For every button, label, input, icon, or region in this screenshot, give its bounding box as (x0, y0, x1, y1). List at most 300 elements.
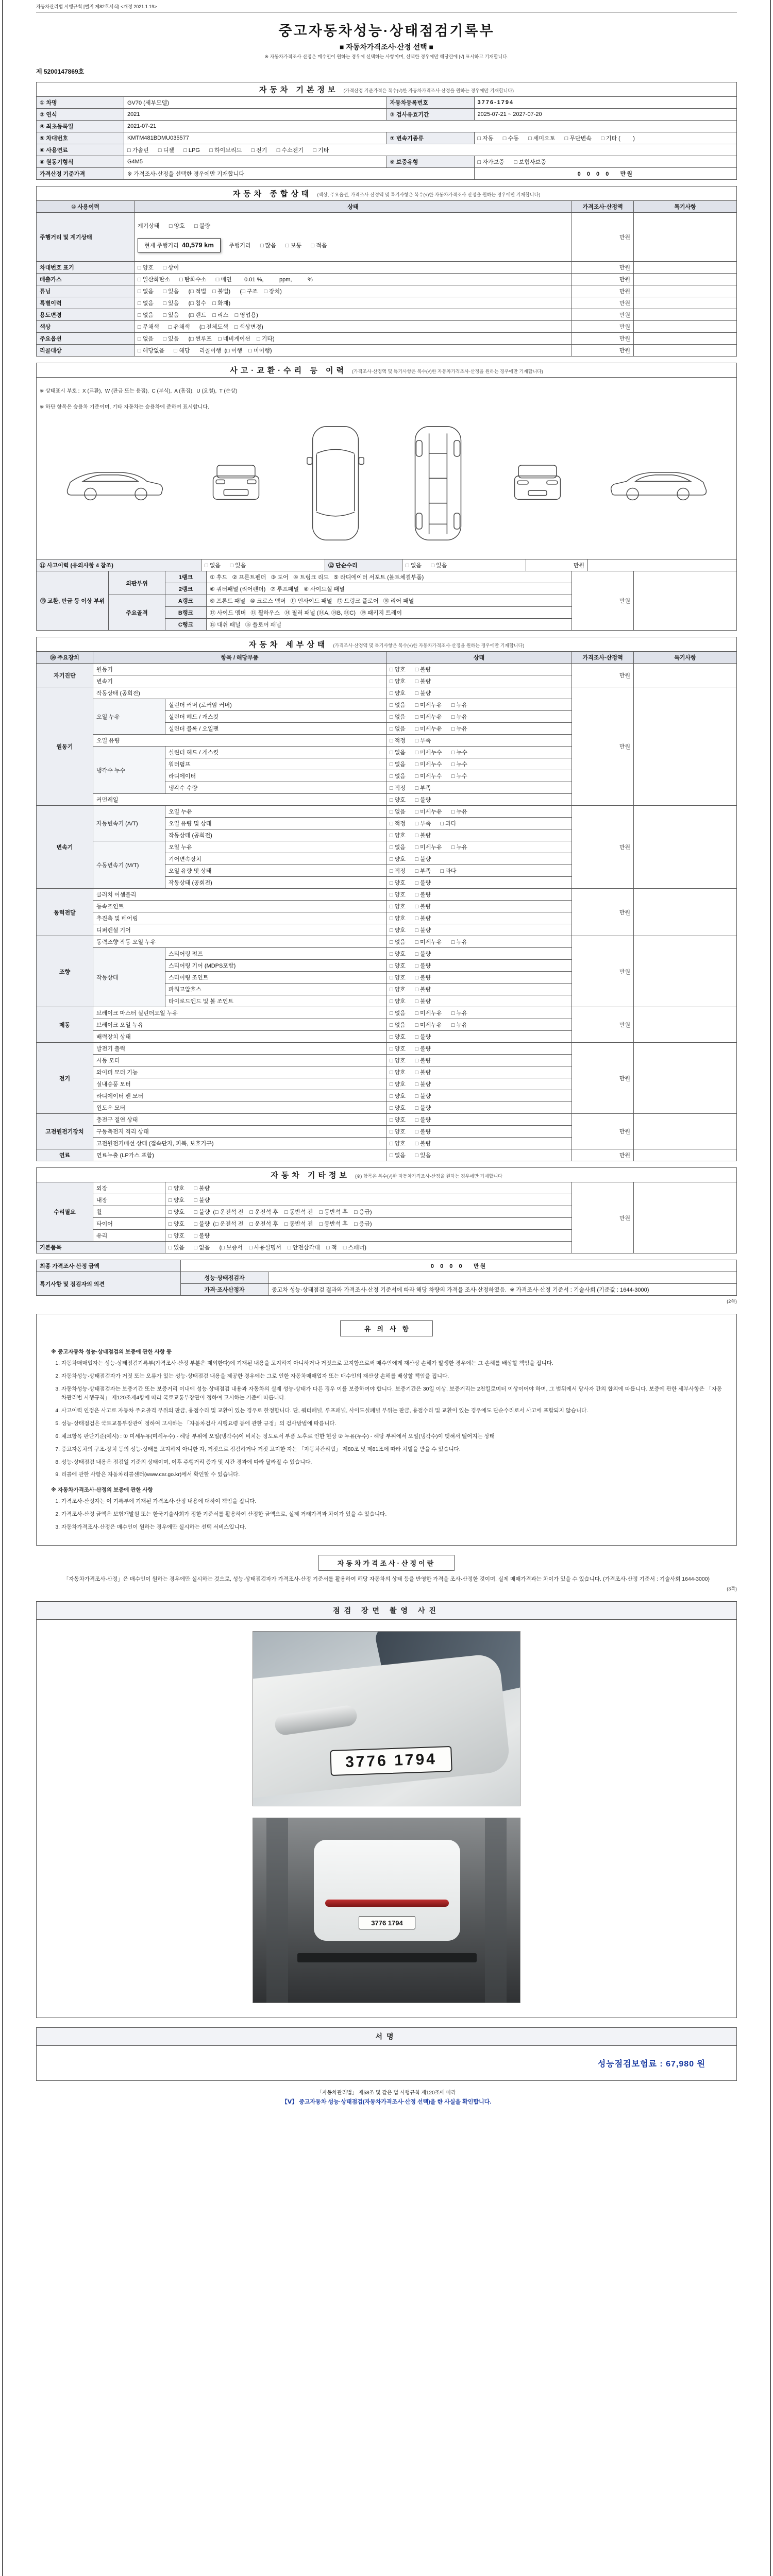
table-row (37, 1272, 737, 1284)
item-label: 라디에이터 (165, 770, 386, 782)
section-subtitle: (색상, 주요옵션, 가격조사·산정액 및 특기사항은 복수(√)한 자동차가격조사·산정을 원하는 경우에만 기재합니다) (317, 192, 541, 197)
notice-heading: ※ 자동차가격조사·산정의 보증에 관한 사항 (51, 1487, 153, 1494)
item-label: 기어변속장치 (165, 853, 386, 865)
item-label: 클러치 어셈블리 (93, 889, 386, 901)
section-subtitle: (※) 항목은 복수(√)한 자동차가격조사·산정을 원하는 경우에만 기재합니다 (355, 1174, 502, 1179)
fuel-checkbox-group[interactable]: □ 가솔린 □ 디젤 □ LPG □ 하이브리드 □ 전기 □ 수소전기 □ 기타 (124, 144, 737, 156)
state-options[interactable]: □ 일산화탄소 □ 탄화수소 □ 매연 0.01 %, ppm, % (135, 274, 572, 285)
price-cell: 만원 (572, 1043, 633, 1114)
table-row (37, 560, 737, 571)
state-options[interactable]: □ 양호 □ 불량 (165, 1194, 572, 1206)
note-cell (633, 1043, 736, 1114)
header-note: ※ 자동차가격조사·산정은 매수인이 원하는 경우에 선택하는 사항이며, 선택한 경우에만 해당란에 [√] 표시하고 기재합니다. (264, 54, 509, 59)
state-options[interactable]: □ 양호 □ 불량 (386, 1078, 572, 1090)
price-cell: 만원 (572, 571, 634, 631)
price-cell: 만원 (572, 687, 633, 806)
price-appraisal-info-box (36, 1555, 737, 1584)
inspector-opinion-text (268, 1272, 737, 1284)
item-label: 브레이크 오일 누유 (93, 1019, 386, 1031)
final-price-value: 0 0 0 0 만원 (181, 1260, 737, 1272)
col-item: 항목 / 해당부품 (93, 652, 386, 664)
price-cell: 만원 (572, 1149, 633, 1161)
rank-parts: ⑨ 프론트 패널 ⑩ 크로스 멤버 ⑪ 인사이드 패널 ⑰ 트렁크 플로어 ⑱ 리어 패널 (207, 595, 572, 607)
basic-items-options[interactable]: □ 있음 □ 없음 (□ 보증서 □ 사용설명서 □ 안전삼각대 □ 잭 □ 스패너) (165, 1242, 572, 1253)
state-options[interactable]: □ 양호 □ 불량 (386, 972, 572, 984)
final-price-label: 최종 가격조사·산정 금액 (37, 1260, 181, 1272)
notice-heading: ※ 중고자동차 성능·상태점검의 보증에 관한 사항 등 (51, 1349, 172, 1355)
item-label: 발전기 출력 (93, 1043, 386, 1055)
table-row (37, 262, 737, 274)
table-row (37, 156, 737, 168)
state-options[interactable]: □ 양호 □ 불량 (169, 1209, 210, 1215)
item-label: 배력장치 상태 (93, 1031, 386, 1043)
item-label: 동력조향 작동 오일 누유 (93, 936, 386, 948)
item-label: 타이로드엔드 및 볼 조인트 (165, 995, 386, 1007)
rank-parts: ⑥ 쿼터패널 (리어펜더) ⑦ 루프패널 ⑧ 사이드실 패널 (207, 583, 572, 595)
notice-title: 유의사항 (340, 1320, 433, 1336)
table-row (37, 936, 737, 948)
state-options[interactable]: □ 양호 □ 불량 (386, 1090, 572, 1102)
col-price: 가격조사·산정액 (572, 652, 633, 664)
field-label: 자동차등록번호 (386, 97, 474, 109)
notice-item: 2. 자동차성능·상태점검자가 거짓 또는 오류가 있는 성능·상태점검 내용을 제공한 경우에는 그로 인한 자동차매매업자 또는 매수인의 재산상 손해를 배상할 책임을 집니다. (61, 1372, 722, 1381)
item-label: 스티어링 펌프 (165, 948, 386, 960)
lift-platform (297, 1953, 477, 1962)
odometer-value: 40,579 km (181, 241, 214, 249)
table-row (37, 309, 737, 321)
item-label: 디퍼렌셜 기어 (93, 924, 386, 936)
device-label: 연료 (37, 1149, 93, 1161)
rank-label: C랭크 (165, 619, 207, 631)
table-row (37, 144, 737, 156)
item-label: 오일 유량 및 상태 (165, 818, 386, 829)
state-options[interactable]: □ 없음 □ 미세누유 □ 누유 (386, 1019, 572, 1031)
item-label: 시동 모터 (93, 1055, 386, 1066)
state-options[interactable]: □ 양호 □ 불량 (386, 889, 572, 901)
rank-parts: ① 후드 ② 프론트펜더 ③ 도어 ④ 트렁크 리드 ⑤ 라디에이터 서포트 (볼트체결부품) (207, 571, 572, 583)
inspection-photo-rear (253, 1818, 520, 2003)
price-cell: 만원 (572, 297, 633, 309)
table-row (37, 664, 737, 675)
item-label: 냉각수 수량 (165, 782, 386, 794)
state-options[interactable]: □ 적정 □ 부족 □ 과다 (386, 865, 572, 877)
price-appraisal-info-title: 자동차가격조사·산정이란 (318, 1555, 455, 1571)
state-options[interactable]: □ 적정 □ 부족 □ 과다 (386, 818, 572, 829)
state-options[interactable]: □ 양호 □ 불량 (386, 877, 572, 889)
field-label: ⑤ 차대번호 (37, 132, 124, 144)
section-header-row (37, 1168, 737, 1182)
item-label: 브레이크 마스터 실린더오일 누유 (93, 1007, 386, 1019)
footer-confirmation-line: 【Ⅴ】 중고자동차 성능·상태점검(자동차가격조사·산정 선택)을 한 사실을 확인합니다. (281, 2099, 492, 2106)
item-label: 커먼레일 (93, 794, 386, 806)
repair-state-options[interactable]: □ 없음 □ 있음 (402, 560, 526, 571)
state-options[interactable]: □ 양호 □ 불량 (386, 664, 572, 675)
item-label: 워터펌프 (165, 758, 386, 770)
note-cell (633, 664, 736, 687)
state-options[interactable]: □ 없음 □ 있음 (386, 1149, 572, 1161)
accident-history-label: ⑪ 사고이력 (유의사항 4 참조) (37, 560, 201, 571)
state-options[interactable]: □ 없음 □ 미세누유 □ 누유 (386, 1007, 572, 1019)
state-options[interactable]: □ 양호 □ 불량 (386, 995, 572, 1007)
col-state: 상태 (135, 201, 572, 213)
item-label: 작동상태 (공회전) (165, 829, 386, 841)
section-title: 자동차 기본정보 (259, 86, 339, 94)
section-title: 사고·교환·수리 등 이력 (230, 366, 347, 375)
field-label: ⑧ 원동기형식 (37, 156, 124, 168)
item-label: 추진축 및 베어링 (93, 912, 386, 924)
table-row (37, 109, 737, 121)
section-header-row (37, 187, 737, 201)
section-title: 자동차 세부상태 (248, 640, 328, 649)
state-options[interactable]: □ 적정 □ 부족 (386, 782, 572, 794)
notice-item: 5. 성능·상태점검은 국토교통부장관이 정하여 고시하는 「자동차검사 시행요령 등에 관한 규정」의 검사방법에 따릅니다. (61, 1419, 722, 1429)
field-label: ① 차명 (37, 97, 124, 109)
note-cell (633, 262, 736, 274)
car-diagrams (40, 417, 733, 551)
item-label: 와이퍼 모터 기능 (93, 1066, 386, 1078)
field-label: ⑥ 사용연료 (37, 144, 124, 156)
page-border-right (770, 0, 771, 2576)
state-options[interactable]: □ 없음 □ 미세누유 □ 누유 (386, 806, 572, 818)
state-options[interactable]: □ 없음 □ 있음 (□ 침수 □ 화재) (135, 297, 572, 309)
part-label: 자동변속기 (A/T) (93, 806, 165, 841)
note-cell (633, 333, 736, 345)
item-label: 연료누출 (LP가스 포함) (93, 1149, 386, 1161)
rank-label: A랭크 (165, 595, 207, 607)
price-cell: 만원 (572, 285, 633, 297)
section-subtitle: (가격조사·산정액 및 특기사항은 복수(√)한 자동차가격조사·산정을 원하는 경우에만 기재합니다) (333, 643, 525, 648)
final-price-table (36, 1260, 737, 1296)
item-label: 주행거리 및 계기상태 (37, 213, 135, 262)
item-label: 차대번호 표기 (37, 262, 135, 274)
item-label: 오일 유량 및 상태 (165, 865, 386, 877)
accident-state-options[interactable]: □ 없음 □ 있음 (201, 560, 325, 571)
table-row (37, 97, 737, 109)
item-label: 파워고압호스 (165, 984, 386, 995)
state-options[interactable]: □ 없음 □ 미세누유 □ 누유 (386, 936, 572, 948)
device-label: 자기진단 (37, 664, 93, 687)
note-cell (588, 560, 737, 571)
warranty-checkbox-group[interactable]: □ 자가보증 □ 보험사보증 (474, 156, 737, 168)
item-label: 충전구 절연 상태 (93, 1114, 386, 1126)
price-cell: 만원 (572, 309, 633, 321)
engine-type-value: G4M5 (124, 156, 387, 168)
simple-repair-label: ⑫ 단순수리 (325, 560, 402, 571)
state-options[interactable]: □ 없음 □ 있음 (□ 적법 □ 불법) (□ 구조 □ 장치) (135, 285, 572, 297)
state-options[interactable]: □ 없음 □ 미세누유 □ 누유 (386, 699, 572, 711)
signature-section (36, 2027, 737, 2081)
state-options[interactable]: □ 없음 □ 있음 (□ 렌트 □ 리스 □ 영업용) (135, 309, 572, 321)
state-options[interactable]: □ 양호 □ 불량 (165, 1230, 572, 1242)
field-label: ② 연식 (37, 109, 124, 121)
state-options[interactable]: □ 양호 □ 불량 (386, 1102, 572, 1114)
item-label: 타이어 (93, 1218, 165, 1230)
taillight-shape (325, 1900, 449, 1907)
section-title: 자동차 기타정보 (271, 1171, 350, 1180)
registration-number: 3776-1794 (474, 97, 737, 109)
item-label: 휠 (93, 1206, 165, 1218)
item-label: 구동축전지 격리 상태 (93, 1126, 386, 1138)
notice-list (51, 1497, 722, 1532)
page-title: 중고자동차성능·상태점검기록부 (278, 23, 495, 39)
odometer-label: 현재 주행거리 (144, 243, 179, 249)
table-row (37, 687, 737, 699)
note-cell (633, 213, 736, 262)
note-cell (633, 936, 736, 1007)
table-row (37, 1182, 737, 1194)
mileage-state-options[interactable]: 주행거리 □ 많음 □ 보통 □ 적음 (228, 243, 327, 249)
col-state: 상태 (386, 652, 572, 664)
item-label: 특별이력 (37, 297, 135, 309)
device-label: 변속기 (37, 806, 93, 889)
document-number: 제 5200147869호 (36, 68, 85, 75)
item-label: 실린더 블록 / 오일팬 (165, 723, 386, 735)
notice-item: 1. 가격조사·산정자는 이 기록부에 기재된 가격조사·산정 내용에 대하여 책임을 집니다. (61, 1497, 722, 1506)
notice-item: 2. 가격조사·산정 금액은 보험개발원 또는 한국기술사회가 정한 기준서를 활용하여 산정한 금액으로, 실제 거래가격과 차이가 있을 수 있습니다. (61, 1510, 722, 1519)
price-cell: 만원 (572, 262, 633, 274)
item-label: 변속기 (93, 675, 386, 687)
state-options[interactable]: □ 없음 □ 미세누유 □ 누유 (386, 841, 572, 853)
price-appraisal-info-text: 「자동차가격조사·산정」은 매수인이 원하는 경우에만 실시하는 것으로, 성능·상태점검자가 가격조사·산정 기준서를 활용하여 해당 자동차의 상태 등을 반영한 가격을 조사·산정한 것이며, 실제 매매가격과는 차이가 있을 수 있습니다. (가격조사·산정 기준서 : 기술사회 1644-3000) (63, 1575, 710, 1582)
column-header-row (37, 652, 737, 664)
appraiser-role-label: 가격·조사산정자 (181, 1284, 268, 1296)
rank-parts: ⑮ 대쉬 패널 ⑯ 플로어 패널 (207, 619, 572, 631)
notice-item: 3. 자동차성능·상태점검자는 보증기간 또는 보증거리 이내에 성능·상태점검 내용과 자동차의 실제 성능·상태가 다른 경우 이를 보증하여야 합니다. 보증기간은 30일 이상, 보증거리는 2천킬로미터 이상이어야 하며, 그 범위에서 당사자 간의 합의에 따릅니다. 보증에 관한 세부사항은 「자동차관리법 시행규칙」 제120조제4항에 따라 국토교통부장관이 정하여 고시하는 기준에 따릅니다. (61, 1385, 722, 1403)
table-row (37, 571, 737, 583)
note-cell (633, 1149, 736, 1161)
signature-title: 서명 (37, 2028, 736, 2046)
state-options[interactable]: □ 양호 □ 불량 (386, 1055, 572, 1066)
car-diagram-bottom (408, 423, 468, 543)
state-options[interactable]: □ 없음 □ 미세누수 □ 누수 (386, 747, 572, 758)
field-label: ④ 최초등록일 (37, 121, 124, 132)
section-header-row (37, 82, 737, 97)
price-cell: 만원 (526, 560, 588, 571)
odometer-box (138, 238, 221, 252)
state-options[interactable]: □ 없음 □ 미세누유 □ 누유 (386, 723, 572, 735)
wheel-position-options[interactable]: (□ 운전석 전 □ 운전석 후 □ 동반석 전 □ 동반석 후 □ 응급) (213, 1209, 372, 1215)
state-options[interactable]: □ 양호 □ 불량 (386, 829, 572, 841)
price-cell: 만원 (572, 889, 633, 936)
item-label: 작동상태 (공회전) (93, 687, 386, 699)
part-label: 냉각수 누수 (93, 747, 165, 794)
state-options[interactable]: □ 양호 □ 불량 (386, 901, 572, 912)
overall-condition-table (36, 186, 737, 357)
item-label: 오일 누유 (165, 806, 386, 818)
page-number-note: (2쪽) (727, 1299, 737, 1304)
table-row (37, 1043, 737, 1055)
table-row (37, 1260, 737, 1272)
notice-item: 8. 성능·상태점검 내용은 점검일 기준의 상태이며, 이후 주행거리 증가 및 시간 경과에 따라 달라질 수 있습니다. (61, 1458, 722, 1467)
lift-post (485, 1818, 507, 2003)
vin-value: KMTM481BDMU035577 (124, 132, 387, 144)
base-price-value: 0 0 0 0 만원 (474, 168, 737, 180)
price-cell: 만원 (572, 321, 633, 333)
inspection-photo-front (253, 1631, 520, 1806)
table-row (37, 1007, 737, 1019)
state-options[interactable]: □ 양호 □ 불량 (386, 1114, 572, 1126)
section-title: 자동차 종합상태 (232, 190, 312, 198)
table-row (37, 132, 737, 144)
state-options[interactable]: □ 없음 □ 미세누유 □ 누유 (386, 711, 572, 723)
notice-section (36, 1314, 737, 1546)
meter-state-options[interactable]: 계기상태 □ 양호 □ 불량 (138, 223, 211, 229)
notice-item: 4. 사고이력 인정은 사고로 자동차 주요골격 부위의 판금, 용접수리 및 교환이 있는 경우로 한정합니다. 단, 쿼터패널, 루프패널, 사이드실패널 부위는 판금, 용접수리 및 교환이 있는 경우에도 단순수리로서 사고에 포함되지 않습니다. (61, 1406, 722, 1416)
note-cell (634, 571, 737, 631)
note-cell (633, 1007, 736, 1043)
field-label: ⑦ 변속기종류 (386, 132, 474, 144)
state-options[interactable]: □ 양호 □ 불량 (386, 912, 572, 924)
item-label: 리콜대상 (37, 345, 135, 357)
state-options[interactable]: □ 없음 □ 미세누수 □ 누수 (386, 770, 572, 782)
page-border-left (2, 0, 3, 2576)
state-options[interactable]: □ 양호 □ 불량 (386, 1126, 572, 1138)
notice-item: 6. 체크항목 판단기준(예시) : ① 미세누유(미세누수) - 해당 부위에 오일(냉각수)이 비치는 정도로서 부품 노후로 인한 현상 ② 누유(누수) - 해당 부위에서 오일(냉각수)이 맺혀서 떨어지는 상태 (61, 1432, 722, 1442)
insurance-fee-value: 67,980 원 (666, 2060, 705, 2069)
state-options[interactable]: □ 양호 □ 불량 (386, 687, 572, 699)
state-options[interactable]: □ 없음 □ 미세누수 □ 누수 (386, 758, 572, 770)
first-registration-value: 2021-07-21 (124, 121, 737, 132)
accident-flags-table (36, 559, 737, 571)
rank-parts: ⑫ 사이드 멤버 ⑬ 휠하우스 ⑭ 필러 패널 (⑭A, ⑭B, ⑭C) ⑲ 패키지 트레이 (207, 607, 572, 619)
note-cell (633, 321, 736, 333)
item-label: 원동기 (93, 664, 386, 675)
footer-legal-line: 「자동차관리법」 제58조 및 같은 법 시행규칙 제120조에 따라 (316, 2090, 457, 2096)
table-row (37, 213, 737, 262)
state-options[interactable]: □ 양호 □ 불량 (386, 948, 572, 960)
outer-panel-label: 외판부위 (109, 571, 165, 595)
state-options[interactable]: □ 양호 □ 불량 (386, 984, 572, 995)
state-options[interactable]: □ 해당없음 □ 해당 리콜이행 (□ 이행 □ 미이행) (135, 345, 572, 357)
price-cell: 만원 (572, 274, 633, 285)
state-options[interactable]: □ 양호 □ 상이 (135, 262, 572, 274)
state-options[interactable]: □ 양호 □ 불량 (386, 853, 572, 865)
item-label: 색상 (37, 321, 135, 333)
exchange-label: ⑬ 교환, 판금 등 이상 부위 (37, 571, 109, 631)
inspection-valid-value: 2025-07-21 ~ 2027-07-20 (474, 109, 737, 121)
table-row (37, 321, 737, 333)
field-label: 가격산정 기준가격 (37, 168, 124, 180)
car-diagram-front (209, 461, 263, 505)
state-options[interactable]: □ 양호 □ 불량 (386, 1031, 572, 1043)
device-label: 제동 (37, 1007, 93, 1043)
table-row (37, 345, 737, 357)
table-row (37, 274, 737, 285)
part-label: 작동상태 (93, 948, 165, 1007)
car-diagram-rear (511, 461, 564, 505)
field-label: ⑨ 보증유형 (386, 156, 474, 168)
state-options[interactable]: □ 양호 □ 불량 (386, 1043, 572, 1055)
note-cell (633, 1182, 736, 1253)
item-label: 외장 (93, 1182, 165, 1194)
tire-position-options[interactable]: (□ 운전석 전 □ 운전석 후 □ 동반석 전 □ 동반석 후 □ 응급) (213, 1221, 372, 1227)
price-cell: 만원 (572, 1114, 633, 1149)
table-row (37, 297, 737, 309)
repair-needed-label: 수리필요 (37, 1182, 93, 1242)
note-cell (633, 274, 736, 285)
note-cell (633, 297, 736, 309)
insurance-fee-label: 성능점검보험료 : (597, 2060, 663, 2069)
state-options[interactable]: □ 없음 □ 있음 (□ 썬루프 □ 네비게이션 □ 기타) (135, 333, 572, 345)
device-label: 전기 (37, 1043, 93, 1114)
price-cell: 만원 (572, 664, 633, 687)
table-row (37, 168, 737, 180)
rank-label: 2랭크 (165, 583, 207, 595)
model-year-value: 2021 (124, 109, 387, 121)
table-row (37, 806, 737, 818)
item-label: 실린더 커버 (로커암 커버) (165, 699, 386, 711)
car-name-value: GV70 (세부모델) (124, 97, 387, 109)
legend-codes: ※ 상태표시 부호 : X (교환), W (판금 또는 용접), C (부식), A (흠집), U (요철), T (손상) (40, 388, 238, 394)
item-label: 등속조인트 (93, 901, 386, 912)
table-row (37, 121, 737, 132)
item-label: 스티어링 기어 (MDPS포함) (165, 960, 386, 972)
state-options[interactable]: □ 무채색 □ 유채색 (□ 전체도색 □ 색상변경) (135, 321, 572, 333)
inspector-opinion-label: 특기사항 및 점검자의 의견 (37, 1272, 181, 1296)
car-diagram-top (306, 423, 365, 543)
table-row (37, 1114, 737, 1126)
table-row (37, 1149, 737, 1161)
column-header-row (37, 201, 737, 213)
notice-item: 7. 중고자동차의 구조·장치 등의 성능·상태를 고지하지 아니한 자, 거짓으로 점검하거나 거짓 고지한 자는 「자동차관리법」 제80조 및 제81조에 따라 처벌을 받을 수 있습니다. (61, 1445, 722, 1454)
price-cell: 만원 (572, 1182, 633, 1253)
transmission-checkbox-group[interactable]: □ 자동 □ 수동 □ 세미오토 □ 무단변속 □ 기타 ( ) (474, 132, 737, 144)
lift-post (266, 1818, 288, 2003)
price-cell: 만원 (572, 345, 633, 357)
basic-items-label: 기본품목 (37, 1242, 165, 1253)
field-label: ③ 검사유효기간 (386, 109, 474, 121)
state-options[interactable]: □ 양호 □ 불량 (386, 960, 572, 972)
exchange-rank-table (36, 571, 737, 631)
item-label: 실린더 헤드 / 개스킷 (165, 747, 386, 758)
item-label: 라디에이터 팬 모터 (93, 1090, 386, 1102)
price-cell: 만원 (572, 806, 633, 889)
state-options[interactable]: □ 양호 □ 불량 (386, 675, 572, 687)
rank-label: 1랭크 (165, 571, 207, 583)
section-subtitle: (가격산정 기준가격은 복수(√)한 자동차가격조사·산정을 원하는 경우에만 기재합니다) (343, 88, 514, 93)
license-plate: 3776 1794 (330, 1746, 452, 1776)
state-options[interactable]: □ 양호 □ 불량 (169, 1221, 210, 1227)
state-options[interactable]: □ 양호 □ 불량 (386, 924, 572, 936)
state-options[interactable]: □ 양호 □ 불량 (386, 1066, 572, 1078)
section-subtitle: (가격조사·산정액 및 특기사항은 복수(√)한 자동차가격조사·산정을 원하는 경우에만 기재합니다) (351, 369, 543, 374)
item-label: 유리 (93, 1230, 165, 1242)
item-label: 스티어링 조인트 (165, 972, 386, 984)
page-subtitle: ■ 자동차가격조사·산정 선택 ■ (339, 43, 433, 51)
price-note: ※ 가격조사·산정을 선택한 경우에만 기재합니다 (124, 168, 475, 180)
price-cell: 만원 (572, 333, 633, 345)
item-label: 작동상태 (공회전) (165, 877, 386, 889)
item-label: 용도변경 (37, 309, 135, 321)
col-note: 특기사항 (633, 201, 736, 213)
item-label: 실내송풍 모터 (93, 1078, 386, 1090)
insurance-fee (598, 2057, 705, 2069)
state-options[interactable]: □ 적정 □ 부족 (386, 735, 572, 747)
state-options[interactable]: □ 양호 □ 불량 (386, 1138, 572, 1149)
item-label: 배출가스 (37, 274, 135, 285)
diagram-row (37, 378, 737, 560)
item-label: 오일 유량 (93, 735, 386, 747)
device-label: 원동기 (37, 687, 93, 806)
notice-item: 9. 리콜에 관한 사항은 자동차리콜센터(www.car.go.kr)에서 확인할 수 있습니다. (61, 1470, 722, 1480)
state-options[interactable]: □ 양호 □ 불량 (165, 1182, 572, 1194)
item-label: 내장 (93, 1194, 165, 1206)
note-cell (633, 806, 736, 889)
page-number-note: (3쪽) (727, 1586, 737, 1592)
state-options[interactable]: □ 양호 □ 불량 (386, 794, 572, 806)
legend-note: ※ 하단 항목은 승용차 기준이며, 기타 자동차는 승용차에 준하여 표시합니다. (40, 404, 209, 410)
col-note: 특기사항 (633, 652, 736, 664)
